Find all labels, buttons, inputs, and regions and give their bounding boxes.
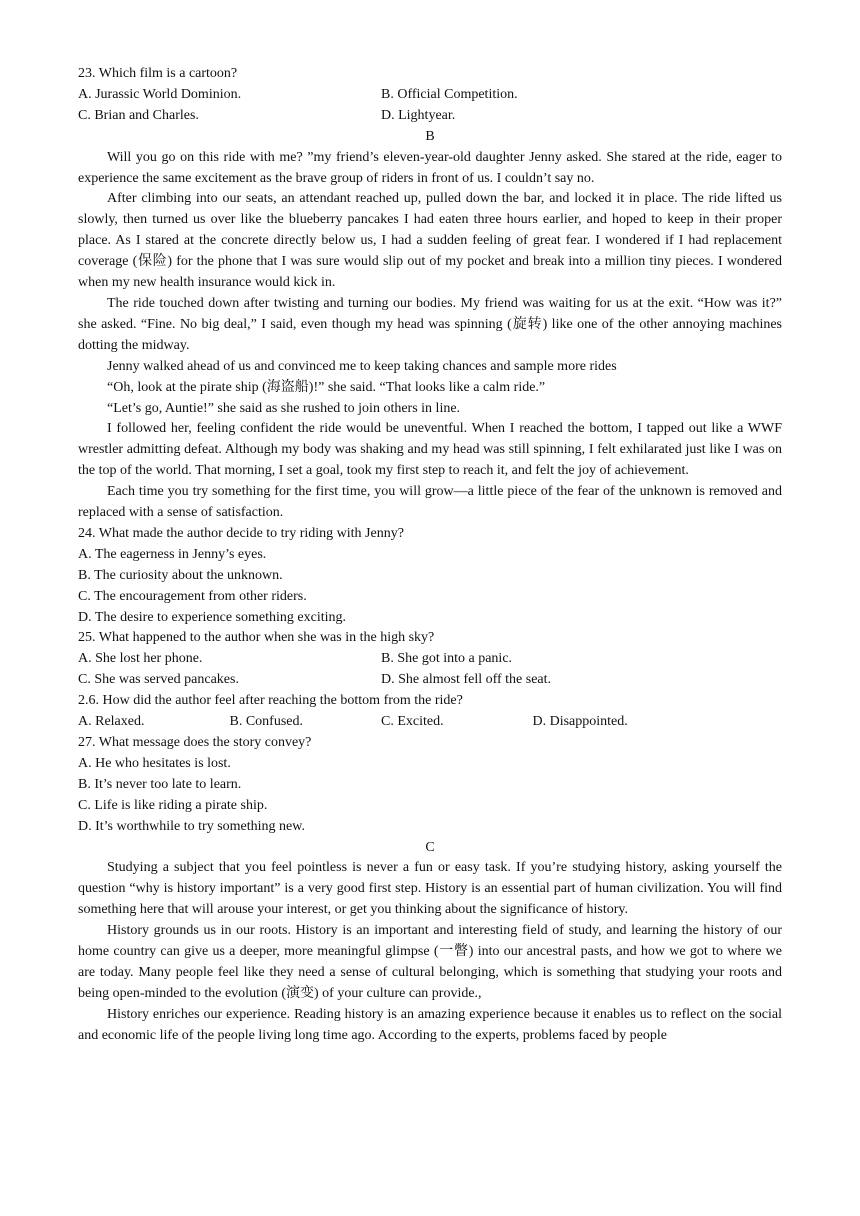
q23-option-c: C. Brian and Charles. — [78, 107, 199, 123]
section-c-heading: C — [425, 839, 435, 855]
section-b-paragraph: “Oh, look at the pirate ship (海盗船)!” she said. “That looks like a calm ride.” — [107, 379, 546, 395]
section-b-paragraph: Will you go on this ride with me? ”my friend’s eleven-year-old daughter Jenny asked. She stared at the ride, eager to experience the same excitement as the brave group of riders in front of us. I couldn’t say no. — [78, 149, 782, 186]
q25-option-c: C. She was served pancakes. — [78, 672, 239, 688]
q23-stem: 23. Which film is a cartoon? — [78, 66, 238, 81]
q26-option-c: C. Excited. — [381, 714, 444, 730]
q23-option-b: B. Official Competition. — [381, 86, 518, 102]
section-b-paragraph: After climbing into our seats, an attendant reached up, pulled down the bar, and locked it in place. The ride lifted us slowly, then turned us over like the blueberry pancakes I had eaten three hours earlier, and hoped to keep in their proper place. As I stared at the concrete directly below us, I had a sudden feeling of great fear. I wondered if I had replacement coverage (保险) for the phone that I was sure would slip out of my pocket and break into a million tiny pieces. I wondered when my new health insurance would kick in. — [78, 191, 782, 291]
q26-option-b: B. Confused. — [229, 714, 303, 730]
section-c-paragraph: Studying a subject that you feel pointless is never a fun or easy task. If you’re studying history, asking yourself the question “why is history important” is a very good first step. History is an essential part of human civilization. You will find something here that will arouse your interest, or get you thinking about the significance of history. — [78, 860, 782, 918]
q27-option-b: B. It’s never too late to learn. — [78, 776, 242, 792]
q26-options-row — [78, 712, 782, 733]
q24-stem: 24. What made the author decide to try riding with Jenny? — [78, 525, 404, 541]
section-b-paragraph: The ride touched down after twisting and turning our bodies. My friend was waiting for us at the exit. “How was it?” she asked. “Fine. No big deal,” I said, even though my head was spinning (旋转) like one of the other annoying machines dotting the midway. — [78, 295, 782, 353]
q26-option-d: D. Disappointed. — [532, 714, 628, 730]
q26-stem: 2.6. How did the author feel after reaching the bottom from the ride? — [78, 693, 463, 709]
q27-option-c: C. Life is like riding a pirate ship. — [78, 797, 268, 813]
q26-option-a: A. Relaxed. — [78, 714, 145, 730]
section-c-paragraph: History grounds us in our roots. History is an important and interesting field of study, and learning the history of our home country can give us a deeper, more meaningful glimpse (一瞥) into our ancestral pasts, and how we got to where we are today. Many people feel like they need a sense of cultural belonging, which is something that studying your roots and being open-minded to the evolution (演变) of your culture can provide., — [78, 923, 782, 1001]
q24-option-d: D. The desire to experience something exciting. — [78, 609, 346, 625]
q23-option-a: A. Jurassic World Dominion. — [78, 86, 242, 102]
q24-option-b: B. The curiosity about the unknown. — [78, 567, 283, 583]
q25-option-a: A. She lost her phone. — [78, 651, 203, 667]
q27-option-a: A. He who hesitates is lost. — [78, 755, 231, 771]
q25-options-row-1 — [78, 649, 782, 670]
section-b-heading: B — [425, 128, 435, 144]
section-b-paragraph: Jenny walked ahead of us and convinced me to keep taking chances and sample more rides — [107, 358, 617, 374]
section-c-paragraph: History enriches our experience. Reading history is an amazing experience because it enables us to reflect on the social and economic life of the people living long time ago. According to the experts, problems faced by people — [78, 1006, 782, 1043]
q23-options-row-1 — [78, 85, 782, 106]
q23-option-d: D. Lightyear. — [381, 107, 456, 123]
section-b-paragraph: I followed her, feeling confident the ride would be uneventful. When I reached the bottom, I tapped out like a WWF wrestler admitting defeat. Although my body was shaking and my head was still spinning, I felt exhilarated just like I was on the top of the world. That morning, I set a goal, took my first step to reach it, and felt the joy of achievement. — [78, 421, 782, 479]
q27-option-d: D. It’s worthwhile to try something new. — [78, 818, 305, 834]
section-b-paragraph: Each time you try something for the first time, you will grow—a little piece of the fear of the unknown is removed and replaced with a sense of satisfaction. — [78, 484, 782, 521]
q23-options-row-2 — [78, 106, 782, 127]
q25-stem: 25. What happened to the author when she was in the high sky? — [78, 630, 435, 646]
section-b-paragraph: “Let’s go, Auntie!” she said as she rushed to join others in line. — [107, 400, 461, 416]
exam-page — [78, 64, 782, 1047]
q24-option-a: A. The eagerness in Jenny’s eyes. — [78, 546, 267, 562]
q24-option-c: C. The encouragement from other riders. — [78, 588, 307, 604]
q27-stem: 27. What message does the story convey? — [78, 735, 312, 750]
q25-options-row-2 — [78, 670, 782, 691]
q25-option-b: B. She got into a panic. — [381, 651, 513, 667]
q25-option-d: D. She almost fell off the seat. — [381, 672, 552, 688]
